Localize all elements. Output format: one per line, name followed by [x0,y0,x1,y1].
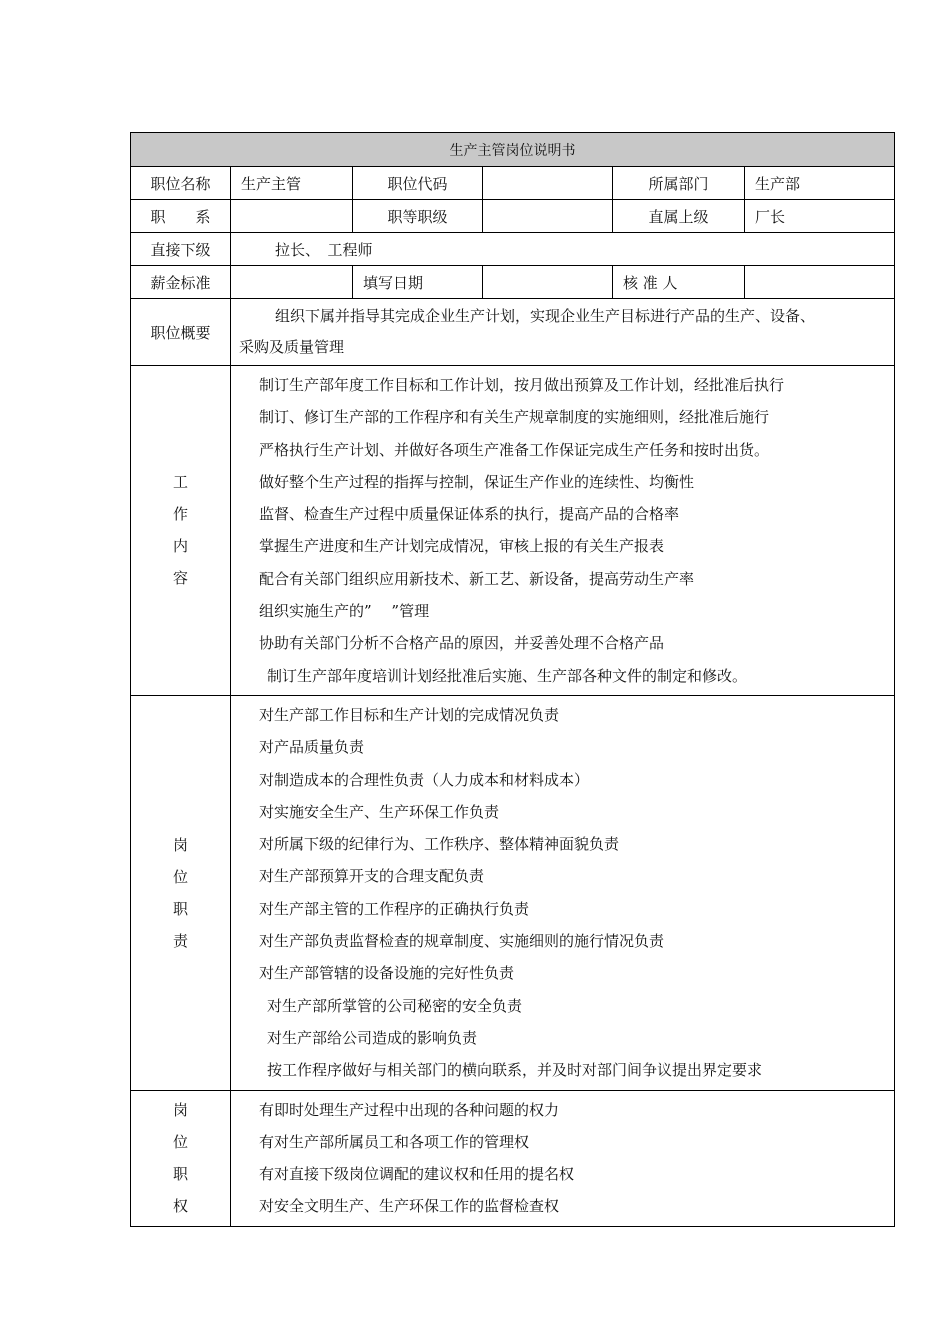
list-item: 做好整个生产过程的指挥与控制，保证生产作业的连续性、均衡性 [259,472,695,491]
label-duties [131,695,231,1090]
label-char: 作 [172,505,188,524]
label-authority [131,1090,231,1226]
overview-text [231,299,895,366]
list-item: 制订生产部年度培训计划经批准后实施、生产部各种文件的制定和修改。 [267,666,748,685]
label-position-code: 职位代码 [353,167,483,200]
label-char: 位 [172,867,188,886]
label-char: 权 [172,1197,188,1216]
list-item: 严格执行生产计划、并做好各项生产准备工作保证完成生产任务和按时出货。 [259,440,770,459]
label-char: 职 [172,1165,188,1184]
label-char: 责 [172,931,188,950]
list-item: 有对直接下级岗位调配的建议权和任用的提名权 [259,1165,575,1184]
label-direct-subordinates: 直接下级 [131,233,231,266]
job-description-table [130,132,895,1227]
list-item: 有对生产部所属员工和各项工作的管理权 [259,1132,530,1151]
list-item: 协助有关部门分析不合格产品的原因，并妥善处理不合格产品 [259,634,665,653]
list-item: 对安全文明生产、生产环保工作的监督检查权 [259,1197,560,1216]
label-salary-standard: 薪金标准 [131,266,231,299]
label-approver: 核 准 人 [613,266,745,299]
label-char: 内 [172,537,188,556]
label-char: 工 [172,473,188,492]
list-item: 配合有关部门组织应用新技术、新工艺、新设备，提高劳动生产率 [259,569,695,588]
label-overview: 职位概要 [131,299,231,366]
label-fill-date: 填写日期 [353,266,483,299]
value-fill-date [483,266,613,299]
label-department: 所属部门 [613,167,745,200]
label-work-content [131,366,231,696]
duties-list [231,695,895,1090]
list-item: 对所属下级的纪律行为、工作秩序、整体精神面貌负责 [259,835,620,854]
label-char: 位 [172,1133,188,1152]
list-item: 制订、修订生产部的工作程序和有关生产规章制度的实施细则，经批准后施行 [259,408,770,427]
list-item: 对产品质量负责 [259,738,365,757]
list-item: 监督、检查生产过程中质量保证体系的执行，提高产品的合格率 [259,505,680,524]
label-direct-superior: 直属上级 [613,200,745,233]
list-item: 对生产部管辖的设备设施的完好性负责 [259,964,515,983]
label-grade: 职等职级 [353,200,483,233]
work-content-list [231,366,895,696]
list-item: 组织实施生产的” ”管理 [259,602,430,621]
label-char: 岗 [172,835,188,854]
list-item: 制订生产部年度工作目标和工作计划，按月做出预算及工作计划，经批准后执行 [259,376,785,394]
list-item: 掌握生产进度和生产计划完成情况，审核上报的有关生产报表 [259,537,665,556]
list-item: 对生产部给公司造成的影响负责 [267,1028,478,1047]
label-char: 容 [172,569,188,588]
value-direct-superior: 厂长 [745,200,895,233]
list-item: 对生产部预算开支的合理支配负责 [259,867,485,886]
list-item: 按工作程序做好与相关部门的横向联系，并及时对部门间争议提出界定要求 [267,1061,763,1080]
value-salary-standard [231,266,353,299]
authority-list [231,1090,895,1226]
overview-line: 采购及质量管理 [239,338,345,356]
overview-line: 组织下属并指导其完成企业生产计划，实现企业生产目标进行产品的生产、设备、 [275,307,816,325]
label-char: 岗 [172,1101,188,1120]
label-char: 职 [172,899,188,918]
value-department: 生产部 [745,167,895,200]
list-item: 有即时处理生产过程中出现的各种问题的权力 [259,1100,560,1119]
value-direct-subordinates: 拉长、 工程师 [231,233,895,266]
list-item: 对生产部负责监督检查的规章制度、实施细则的施行情况负责 [259,932,665,951]
value-grade [483,200,613,233]
list-item: 对制造成本的合理性负责（人力成本和材料成本） [259,770,590,789]
value-approver [745,266,895,299]
value-job-family [231,200,353,233]
list-item: 对实施安全生产、生产环保工作负责 [259,802,500,821]
value-position-name: 生产主管 [231,167,353,200]
list-item: 对生产部所掌管的公司秘密的安全负责 [267,996,523,1015]
label-position-name: 职位名称 [131,167,231,200]
list-item: 对生产部工作目标和生产计划的完成情况负责 [259,705,560,724]
document-title: 生产主管岗位说明书 [131,133,895,167]
list-item: 对生产部主管的工作程序的正确执行负责 [259,899,530,918]
value-position-code [483,167,613,200]
label-job-family: 职 系 [131,200,231,233]
